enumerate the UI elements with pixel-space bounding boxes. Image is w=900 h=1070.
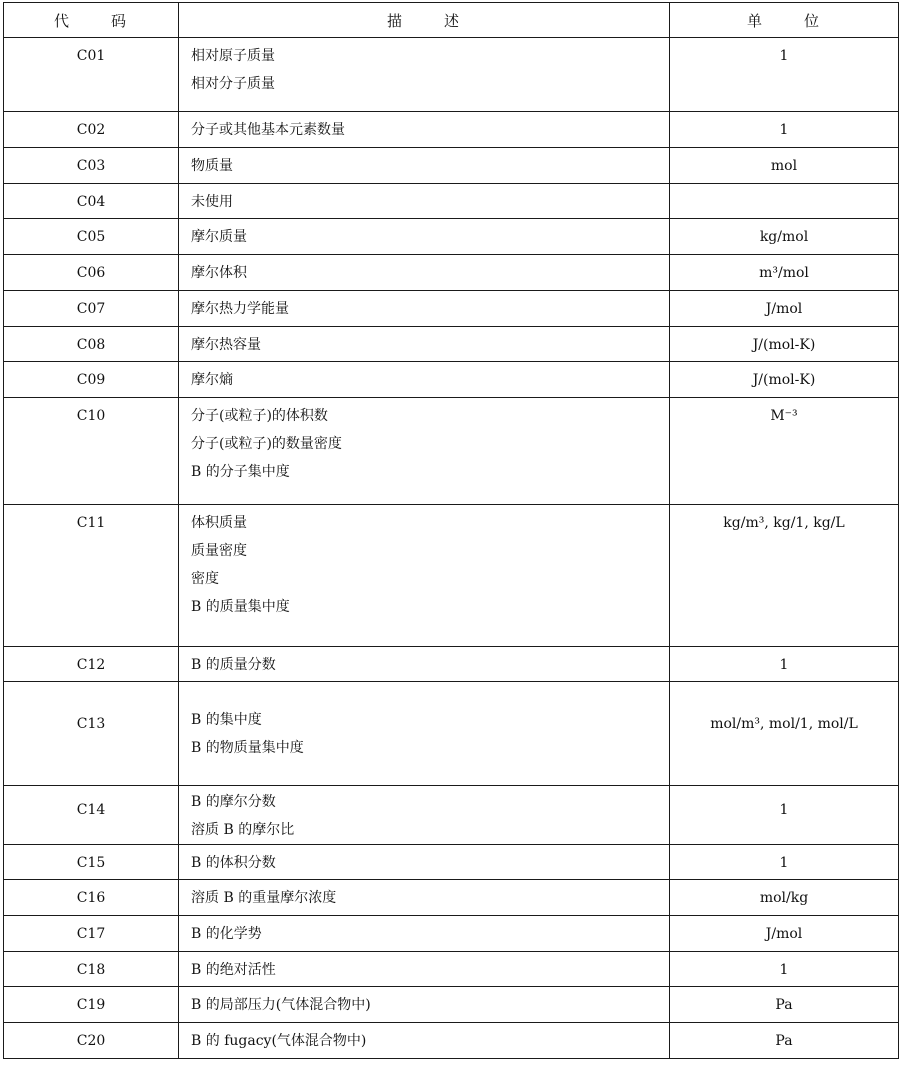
unit-cell <box>670 148 899 184</box>
unit-cell <box>670 219 899 255</box>
table-row <box>4 880 899 916</box>
description-line: 质量密度 <box>191 543 247 559</box>
unit-text: kg/mol <box>759 229 809 245</box>
unit-text: mol/kg <box>759 890 809 906</box>
description-line: 分子(或粒子)的数量密度 <box>191 436 342 452</box>
code-text: C20 <box>76 1033 106 1049</box>
unit-text: 1 <box>779 48 789 64</box>
code-text: C13 <box>76 716 106 732</box>
code-cell <box>4 112 179 148</box>
unit-cell <box>670 682 899 786</box>
description-cell <box>179 952 670 987</box>
code-text: C19 <box>76 997 106 1013</box>
table-row <box>4 398 899 505</box>
unit-cell <box>670 647 899 682</box>
code-text: C14 <box>76 802 106 818</box>
unit-cell <box>670 1023 899 1059</box>
code-cell <box>4 647 179 682</box>
unit-cell <box>670 916 899 952</box>
code-text: C10 <box>76 408 106 424</box>
table-header <box>4 3 899 38</box>
unit-text: m³/mol <box>759 265 809 281</box>
description-line: B 的 fugacy(气体混合物中) <box>191 1033 367 1049</box>
header-code <box>4 3 179 38</box>
code-cell <box>4 987 179 1023</box>
code-cell <box>4 786 179 845</box>
description-line: B 的质量集中度 <box>191 599 290 615</box>
unit-text: J/(mol-K) <box>752 372 816 388</box>
description-line: 溶质 B 的重量摩尔浓度 <box>191 890 337 906</box>
unit-text: 1 <box>779 855 789 871</box>
header-description-char-2: 述 <box>444 11 462 30</box>
table-row <box>4 682 899 786</box>
description-line: B 的质量分数 <box>191 657 276 673</box>
description-cell <box>179 682 670 786</box>
description-line: 密度 <box>191 571 219 587</box>
header-unit <box>670 3 899 38</box>
description-cell <box>179 184 670 219</box>
table-row <box>4 916 899 952</box>
unit-text: mol <box>770 158 798 174</box>
unit-text: Pa <box>775 997 793 1013</box>
header-row <box>4 3 899 38</box>
description-line: 分子或其他基本元素数量 <box>191 122 345 138</box>
description-cell <box>179 327 670 362</box>
unit-cell <box>670 255 899 291</box>
table-row <box>4 255 899 291</box>
code-cell <box>4 845 179 880</box>
unit-text: J/(mol-K) <box>752 337 816 353</box>
description-line: 相对分子质量 <box>191 76 275 92</box>
table-row <box>4 38 899 112</box>
unit-text: 1 <box>779 122 789 138</box>
table-row <box>4 1023 899 1059</box>
description-cell <box>179 398 670 505</box>
header-description <box>179 3 670 38</box>
description-line: B 的摩尔分数 <box>191 794 276 810</box>
code-cell <box>4 1023 179 1059</box>
description-cell <box>179 845 670 880</box>
code-text: C17 <box>76 926 106 942</box>
table-row <box>4 327 899 362</box>
unit-cell <box>670 786 899 845</box>
description-line: 物质量 <box>191 158 233 174</box>
description-line: 分子(或粒子)的体积数 <box>191 408 328 424</box>
unit-cell <box>670 880 899 916</box>
code-cell <box>4 682 179 786</box>
unit-text: 1 <box>779 657 789 673</box>
description-line: B 的局部压力(气体混合物中) <box>191 997 371 1013</box>
description-line: 摩尔熵 <box>191 372 233 388</box>
header-description-char-1: 描 <box>386 11 404 30</box>
code-cell <box>4 148 179 184</box>
unit-text: M⁻³ <box>770 408 798 424</box>
code-text: C05 <box>76 229 106 245</box>
code-cell <box>4 916 179 952</box>
table-row <box>4 219 899 255</box>
code-cell <box>4 291 179 327</box>
code-cell <box>4 255 179 291</box>
units-table <box>3 2 899 1059</box>
description-line: B 的体积分数 <box>191 855 276 871</box>
code-cell <box>4 219 179 255</box>
code-cell <box>4 505 179 647</box>
code-cell <box>4 880 179 916</box>
description-cell <box>179 1023 670 1059</box>
description-cell <box>179 880 670 916</box>
code-text: C12 <box>76 657 106 673</box>
code-cell <box>4 398 179 505</box>
table-row <box>4 291 899 327</box>
code-text: C16 <box>76 890 106 906</box>
description-cell <box>179 255 670 291</box>
unit-cell <box>670 952 899 987</box>
code-cell <box>4 184 179 219</box>
code-text: C01 <box>76 48 106 64</box>
table-row <box>4 952 899 987</box>
unit-cell <box>670 184 899 219</box>
table-row <box>4 987 899 1023</box>
code-text: C09 <box>76 372 106 388</box>
description-cell <box>179 112 670 148</box>
description-line: 摩尔热力学能量 <box>191 301 289 317</box>
unit-cell <box>670 38 899 112</box>
unit-cell <box>670 362 899 398</box>
table-row <box>4 148 899 184</box>
code-cell <box>4 38 179 112</box>
description-line: B 的分子集中度 <box>191 464 290 480</box>
code-text: C06 <box>76 265 106 281</box>
code-text: C03 <box>76 158 106 174</box>
description-line: 溶质 B 的摩尔比 <box>191 822 295 838</box>
code-text: C18 <box>76 962 106 978</box>
table-row <box>4 184 899 219</box>
header-unit-char-2: 位 <box>804 11 822 30</box>
code-cell <box>4 327 179 362</box>
description-cell <box>179 362 670 398</box>
unit-cell <box>670 327 899 362</box>
unit-cell <box>670 291 899 327</box>
code-text: C08 <box>76 337 106 353</box>
header-code-char-1: 代 <box>53 11 71 30</box>
unit-text: 1 <box>779 802 789 818</box>
unit-cell <box>670 505 899 647</box>
description-line: 摩尔热容量 <box>191 337 261 353</box>
table-body <box>4 38 899 1059</box>
unit-text: J/mol <box>765 926 803 942</box>
description-line: B 的绝对活性 <box>191 962 276 978</box>
description-cell <box>179 38 670 112</box>
code-text: C11 <box>76 515 106 531</box>
unit-text: J/mol <box>765 301 803 317</box>
description-line: B 的物质量集中度 <box>191 740 304 756</box>
description-cell <box>179 219 670 255</box>
unit-text: Pa <box>775 1033 793 1049</box>
table-row <box>4 112 899 148</box>
description-cell <box>179 647 670 682</box>
code-text: C02 <box>76 122 106 138</box>
description-line: 未使用 <box>191 194 233 210</box>
description-cell <box>179 786 670 845</box>
description-line: 体积质量 <box>191 515 247 531</box>
table-row <box>4 786 899 845</box>
description-cell <box>179 987 670 1023</box>
code-cell <box>4 952 179 987</box>
description-cell <box>179 148 670 184</box>
unit-text: 1 <box>779 962 789 978</box>
unit-cell <box>670 398 899 505</box>
description-line: 摩尔质量 <box>191 229 247 245</box>
unit-text: kg/m³, kg/1, kg/L <box>723 515 845 531</box>
table-row <box>4 362 899 398</box>
header-code-char-2: 码 <box>111 11 129 30</box>
table-row <box>4 647 899 682</box>
description-cell <box>179 916 670 952</box>
code-text: C04 <box>76 194 106 210</box>
description-cell <box>179 505 670 647</box>
code-cell <box>4 362 179 398</box>
unit-cell <box>670 112 899 148</box>
header-unit-char-1: 单 <box>746 11 764 30</box>
description-line: 相对原子质量 <box>191 48 275 64</box>
code-text: C07 <box>76 301 106 317</box>
description-cell <box>179 291 670 327</box>
unit-text: mol/m³, mol/1, mol/L <box>710 716 858 732</box>
table-row <box>4 505 899 647</box>
table-row <box>4 845 899 880</box>
description-line: B 的化学势 <box>191 926 262 942</box>
description-line: 摩尔体积 <box>191 265 247 281</box>
code-text: C15 <box>76 855 106 871</box>
description-line: B 的集中度 <box>191 712 262 728</box>
unit-text <box>670 184 898 188</box>
unit-cell <box>670 987 899 1023</box>
unit-cell <box>670 845 899 880</box>
